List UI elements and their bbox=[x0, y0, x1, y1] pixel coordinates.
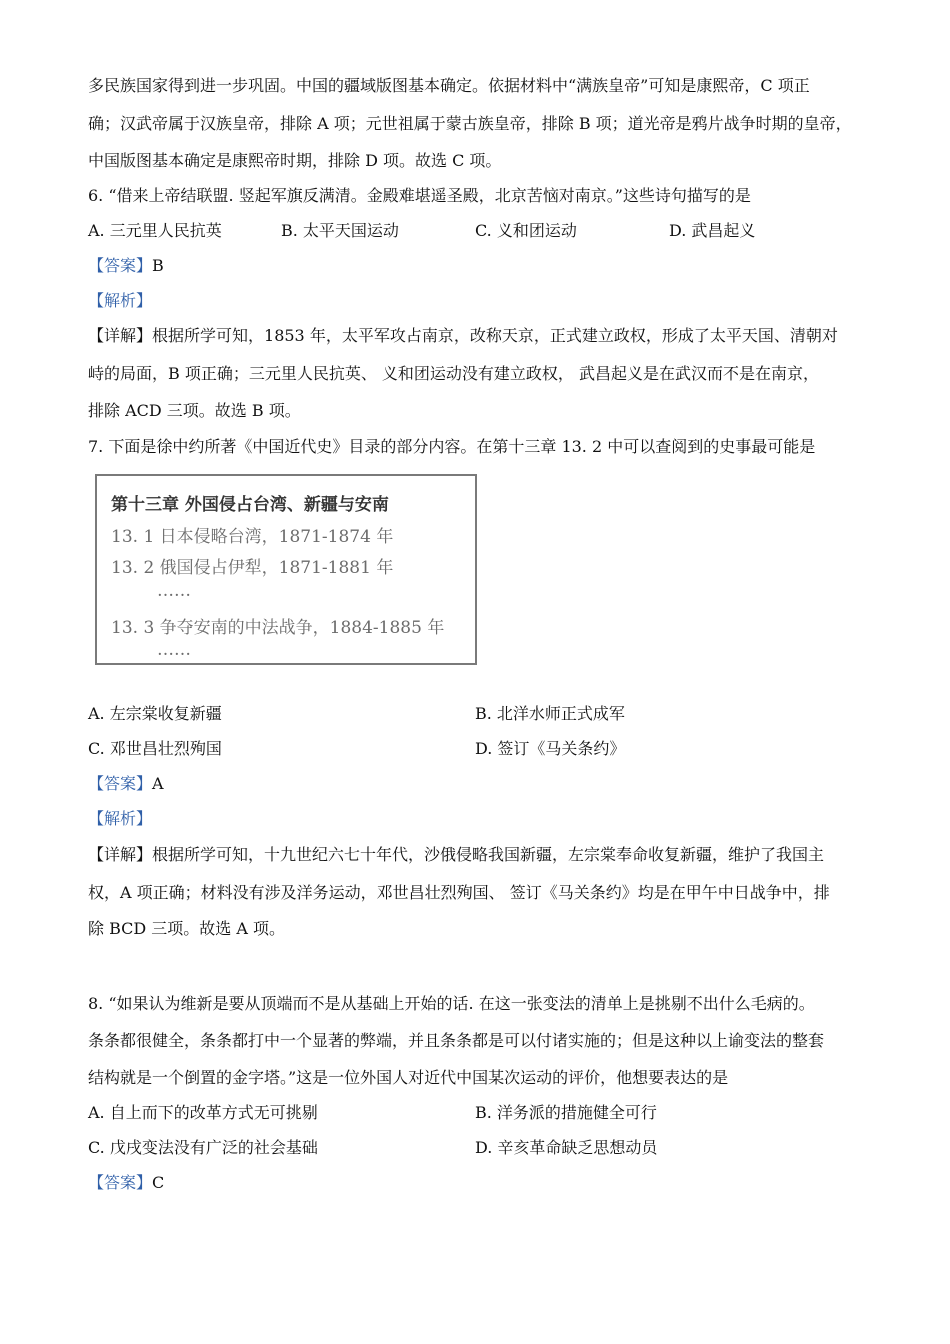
q7-answer-value: A bbox=[152, 774, 164, 793]
q7-option-c: C. 邓世昌壮烈殉国 bbox=[88, 739, 222, 758]
q7-option-b: B. 北洋水师正式成军 bbox=[475, 704, 625, 723]
q8-option-a: A. 自上而下的改革方式无可挑剔 bbox=[88, 1103, 318, 1122]
detail-label: 【详解】 bbox=[88, 326, 153, 345]
q7-detail-line-3: 除 BCD 三项。故选 A 项。 bbox=[88, 919, 286, 938]
intro-line-1: 多民族国家得到进一步巩固。中国的疆域版图基本确定。依据材料中“满族皇帝”可知是康熙帝，C 项正 bbox=[88, 76, 810, 95]
q7-detail-line-1: 【详解】根据所学可知，十九世纪六七十年代，沙俄侵略我国新疆，左宗棠奉命收复新疆，维护了我国主 bbox=[88, 845, 825, 864]
toc-heading: 第十三章 外国侵占台湾、新疆与安南 bbox=[111, 495, 389, 515]
q7-answer bbox=[88, 774, 164, 794]
q7-analysis bbox=[88, 809, 152, 829]
toc-ellipsis-2: …… bbox=[157, 640, 191, 660]
q6-answer bbox=[88, 256, 164, 276]
q6-detail-line-1: 【详解】根据所学可知，1853 年，太平军攻占南京，改称天京，正式建立政权，形成了太平天国、清朝对 bbox=[88, 326, 838, 345]
q6-detail-line-2: 峙的局面，B 项正确；三元里人民抗英、 义和团运动没有建立政权， 武昌起义是在武汉而不是在南京， bbox=[88, 364, 820, 383]
q8-answer-value: C bbox=[152, 1173, 165, 1192]
q7-option-d: D. 签订《马关条约》 bbox=[475, 739, 626, 758]
q8-option-d: D. 辛亥革命缺乏思想动员 bbox=[475, 1138, 658, 1157]
q6-option-c: C. 义和团运动 bbox=[475, 221, 577, 240]
answer-label: 【答案】 bbox=[88, 256, 153, 275]
toc-image-box bbox=[95, 474, 477, 665]
q7-detail-line-2: 权，A 项正确；材料没有涉及洋务运动，邓世昌壮烈殉国、 签订《马关条约》均是在甲午中日战争中，排 bbox=[88, 883, 830, 902]
toc-item-13-3: 13. 3 争夺安南的中法战争，1884-1885 年 bbox=[111, 618, 445, 638]
analysis-label: 【解析】 bbox=[88, 809, 153, 828]
intro-line-2: 确；汉武帝属于汉族皇帝，排除 A 项；元世祖属于蒙古族皇帝，排除 B 项；道光帝是鸦片战争时期的皇帝， bbox=[88, 114, 852, 133]
q6-option-d: D. 武昌起义 bbox=[669, 221, 756, 240]
answer-label: 【答案】 bbox=[88, 1173, 153, 1192]
toc-item-13-2: 13. 2 俄国侵占伊犁，1871-1881 年 bbox=[111, 558, 394, 578]
toc-item-13-1: 13. 1 日本侵略台湾，1871-1874 年 bbox=[111, 527, 394, 547]
toc-ellipsis-1: …… bbox=[157, 581, 191, 601]
q6-answer-value: B bbox=[152, 256, 164, 275]
q8-answer bbox=[88, 1173, 164, 1193]
detail-label: 【详解】 bbox=[88, 845, 153, 864]
q6-detail-line-3: 排除 ACD 三项。故选 B 项。 bbox=[88, 401, 301, 420]
q6-option-b: B. 太平天国运动 bbox=[281, 221, 399, 240]
q8-stem-line-1: 8. “如果认为维新是要从顶端而不是从基础上开始的话. 在这一张变法的清单上是挑剔不出什么毛病的。 bbox=[88, 994, 815, 1013]
q8-stem-line-2: 条条都很健全，条条都打中一个显著的弊端，并且条条都是可以付诸实施的；但是这种以上谕变法的整套 bbox=[88, 1031, 825, 1050]
answer-label: 【答案】 bbox=[88, 774, 153, 793]
analysis-label: 【解析】 bbox=[88, 291, 153, 310]
q7-stem: 7. 下面是徐中约所著《中国近代史》目录的部分内容。在第十三章 13. 2 中可以查阅到的史事最可能是 bbox=[88, 437, 816, 456]
q8-option-b: B. 洋务派的措施健全可行 bbox=[475, 1103, 657, 1122]
q6-stem: 6. “借来上帝结联盟. 竖起军旗反满清。金殿难堪遥圣殿，北京苦恼对南京。”这些诗句描写的是 bbox=[88, 186, 751, 205]
q8-stem-line-3: 结构就是一个倒置的金字塔。”这是一位外国人对近代中国某次运动的评价，他想要表达的是 bbox=[88, 1068, 729, 1087]
q6-analysis bbox=[88, 291, 152, 311]
q8-option-c: C. 戊戌变法没有广泛的社会基础 bbox=[88, 1138, 318, 1157]
q6-option-a: A. 三元里人民抗英 bbox=[88, 221, 222, 240]
intro-line-3: 中国版图基本确定是康熙帝时期，排除 D 项。故选 C 项。 bbox=[88, 151, 502, 170]
q7-option-a: A. 左宗棠收复新疆 bbox=[88, 704, 222, 723]
